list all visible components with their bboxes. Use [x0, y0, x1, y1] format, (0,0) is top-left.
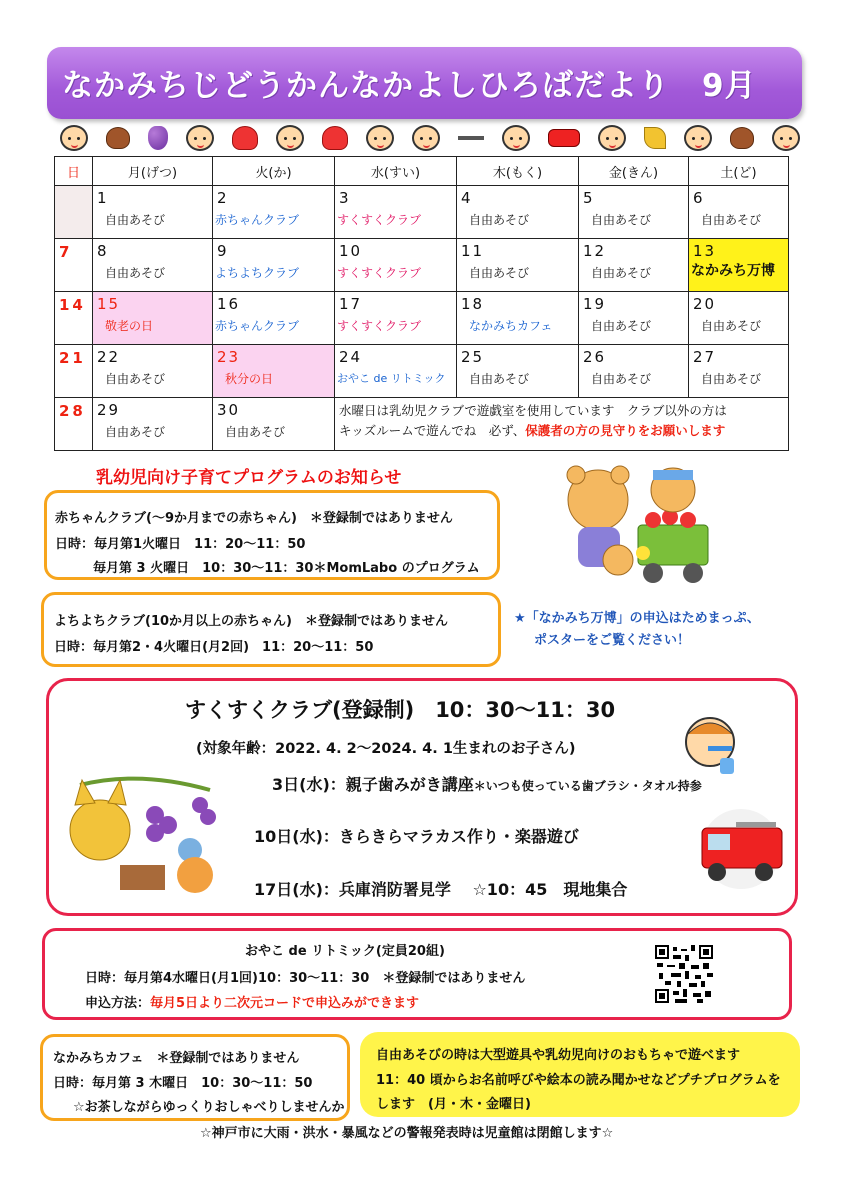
- toothbrush-child-illustration: [680, 712, 742, 778]
- leaf-icon: [644, 127, 666, 149]
- yochiyochi-club-title: よちよちクラブ(10か月以上の赤ちゃん) ＊登録制ではありません: [54, 614, 448, 629]
- day-cell: 1 自由あそび: [93, 186, 213, 239]
- header-tuesday: 火(か): [213, 157, 335, 186]
- calendar-week: [55, 186, 789, 239]
- chestnut-icon: [730, 127, 754, 149]
- header-wednesday: 水(すい): [335, 157, 457, 186]
- fox-grapes-illustration: [60, 775, 220, 900]
- fire-truck-illustration: [692, 808, 790, 890]
- calendar-week: [55, 239, 789, 292]
- calendar-note-line1: 水曜日は乳幼児クラブで遊戯室を使用しています クラブ以外の方は: [339, 403, 727, 418]
- child-face-icon: [276, 125, 304, 151]
- rhythmic-apply: 申込方法：毎月5日より二次元コードで申込みができます: [85, 996, 420, 1011]
- mushroom-icon: [322, 126, 348, 150]
- dragonfly-icon: [458, 136, 484, 140]
- child-face-icon: [684, 125, 712, 151]
- freeplay-line3: します (月・木・金曜日): [376, 1097, 531, 1112]
- child-face-icon: [412, 125, 440, 151]
- sunday-cell: 14: [55, 292, 93, 345]
- child-face-icon: [598, 125, 626, 151]
- sukusuku-item-1-note: ＊いつも使っている歯ブラシ・タオル持参: [473, 779, 702, 793]
- calendar-note-warning: 保護者の方の見守りをお願いします: [525, 423, 726, 438]
- calendar-header-row: [55, 157, 789, 186]
- banpaku-notice: [514, 608, 760, 652]
- rhythmic-apply-method: 毎月5日より二次元コードで申込みができます: [150, 996, 420, 1011]
- qr-code-icon[interactable]: [655, 945, 713, 1003]
- calendar-week: [55, 398, 789, 451]
- day-cell: 8 自由あそび: [93, 239, 213, 292]
- day-cell: 17 すくすくクラブ: [335, 292, 457, 345]
- day-cell: 29 自由あそび: [93, 398, 213, 451]
- holiday-cell: 23 秋分の日: [213, 345, 335, 398]
- sunday-cell: 7: [55, 239, 93, 292]
- yochiyochi-club-time: 日時：毎月第2・4火曜日(月2回) 11：20～11：50: [54, 640, 374, 655]
- cafe-title: なかみちカフェ ＊登録制ではありません: [53, 1051, 300, 1066]
- akachan-club-title: 赤ちゃんクラブ(～9か月までの赤ちゃん) ＊登録制ではありません: [55, 511, 453, 526]
- day-cell: 30 自由あそび: [213, 398, 335, 451]
- program-heading: 乳幼児向け子育てプログラムのお知らせ: [96, 468, 402, 488]
- day-cell-event: 13 なかみち万博: [689, 239, 789, 292]
- day-cell: 19 自由あそび: [579, 292, 689, 345]
- freeplay-line2: 11：40 頃からお名前呼びや絵本の読み聞かせなどプチプログラムを: [376, 1073, 781, 1088]
- day-cell: 20 自由あそび: [689, 292, 789, 345]
- yochiyochi-club-box: [41, 592, 501, 667]
- header-friday: 金(きん): [579, 157, 689, 186]
- chestnut-icon: [106, 127, 130, 149]
- sunday-cell: 21: [55, 345, 93, 398]
- banpaku-notice-line2: ポスターをご覧ください！: [534, 633, 691, 648]
- day-cell: 12 自由あそび: [579, 239, 689, 292]
- day-cell: 3 すくすくクラブ: [335, 186, 457, 239]
- grapes-icon: [148, 126, 168, 150]
- holiday-cell: 15 敬老の日: [93, 292, 213, 345]
- sukusuku-item-1: 3日(水)：親子歯みがき講座＊いつも使っている歯ブラシ・タオル持参: [272, 775, 702, 794]
- day-cell: 22 自由あそび: [93, 345, 213, 398]
- sukusuku-club-title: すくすくクラブ(登録制) 10：30～11：30: [185, 698, 616, 722]
- bears-wagon-illustration: [548, 465, 738, 590]
- header-saturday: 土(ど): [689, 157, 789, 186]
- calendar-week: [55, 292, 789, 345]
- cafe-note: ☆お茶しながらゆっくりおしゃべりしませんか: [73, 1100, 345, 1115]
- candy-icon: [232, 126, 258, 150]
- day-cell: 4 自由あそび: [457, 186, 579, 239]
- cafe-time: 日時：毎月第 3 木曜日 10：30～11：50: [53, 1076, 313, 1091]
- calendar-table: [54, 156, 789, 451]
- header-monday: 月(げつ): [93, 157, 213, 186]
- day-cell: 18 なかみちカフェ: [457, 292, 579, 345]
- child-face-icon: [60, 125, 88, 151]
- car-icon: [548, 129, 580, 147]
- freeplay-line1: 自由あそびの時は大型遊具や乳幼児向けのおもちゃで遊べます: [376, 1048, 741, 1063]
- rhythmic-time: 日時：毎月第4水曜日(月1回)10：30～11：30 ＊登録制ではありません: [85, 971, 526, 986]
- sukusuku-item-2: 10日(水)：きらきらマラカス作り・楽器遊び: [254, 827, 579, 846]
- sunday-cell: 28: [55, 398, 93, 451]
- day-cell: 16 赤ちゃんクラブ: [213, 292, 335, 345]
- sukusuku-target-age: (対象年齢：2022. 4. 2～2024. 4. 1生まれのお子さん): [196, 741, 576, 757]
- akachan-club-time2: 毎月第 3 火曜日 10：30～11：30＊MomLabo のプログラム: [93, 561, 480, 576]
- day-cell: 25 自由あそび: [457, 345, 579, 398]
- day-cell: 10 すくすくクラブ: [335, 239, 457, 292]
- child-face-icon: [502, 125, 530, 151]
- day-cell: 27 自由あそび: [689, 345, 789, 398]
- header-thursday: 木(もく): [457, 157, 579, 186]
- child-face-icon: [186, 125, 214, 151]
- child-face-icon: [772, 125, 800, 151]
- day-cell: 26 自由あそび: [579, 345, 689, 398]
- rhythmic-title: おやこ de リトミック(定員20組): [245, 944, 445, 959]
- decoration-row: [60, 120, 800, 156]
- calendar-week: [55, 345, 789, 398]
- day-cell: 24 おやこ de リトミック: [335, 345, 457, 398]
- sukusuku-item-3: 17日(水)：兵庫消防署見学 ☆10：45 現地集合: [254, 880, 628, 899]
- day-cell: 6 自由あそび: [689, 186, 789, 239]
- calendar-note-cell: [335, 398, 789, 451]
- akachan-club-time: 日時：毎月第1火曜日 11：20～11：50: [55, 537, 306, 552]
- day-cell: 2 赤ちゃんクラブ: [213, 186, 335, 239]
- day-cell: 9 よちよちクラブ: [213, 239, 335, 292]
- calendar-note-line2: キッズルームで遊んでね 必ず、: [339, 423, 526, 438]
- header-sunday: 日: [55, 157, 93, 186]
- cafe-box: [40, 1034, 350, 1121]
- sunday-cell: [55, 186, 93, 239]
- child-face-icon: [366, 125, 394, 151]
- day-cell: 5 自由あそび: [579, 186, 689, 239]
- akachan-club-box: [44, 490, 500, 580]
- freeplay-box: [360, 1032, 800, 1117]
- day-cell: 11 自由あそび: [457, 239, 579, 292]
- footer-warning: ☆神戸市に大雨・洪水・暴風などの警報発表時は児童館は閉館します☆: [200, 1126, 614, 1141]
- page-title: なかみちじどうかんなかよしひろばだより 9月: [62, 68, 757, 104]
- banpaku-notice-line1: ★「なかみち万博」の申込はためまっぷ、: [514, 611, 760, 626]
